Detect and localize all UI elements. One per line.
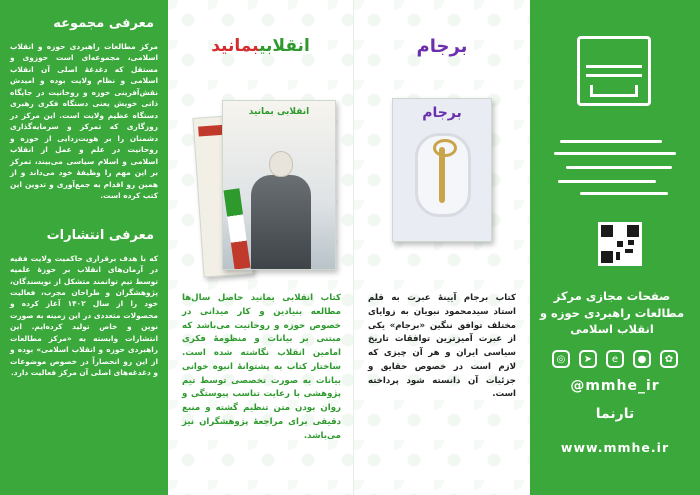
website-link[interactable]: www.mmhe.ir (560, 440, 670, 455)
qr-code[interactable] (598, 222, 642, 266)
social-handle[interactable]: @mmhe_ir (570, 378, 660, 394)
book-barjam-cover-title: برجام (422, 105, 462, 121)
website-label: تارنما (595, 406, 635, 422)
hawzeh-logo (577, 36, 651, 106)
book-barjam-description: کتاب برجام آیینهٔ عبرت به قلم استاد سیدمحمود نبویان به زوایای مختلف توافق ننگین «برجام» یکی از عبرت آمیزترین توافقات تاریخ سیاسی ایران و هر آن چیزی که لازم است در خصوص حقایق و جزئیات آن دانسته شود پرداخته است. (368, 293, 516, 400)
book-barjam-title: برجام (416, 36, 468, 57)
about-panel (0, 0, 168, 495)
book-barjam-panel (354, 0, 530, 495)
instagram-icon[interactable]: ◎ (552, 350, 570, 368)
flag-icon (224, 188, 251, 269)
bale-icon[interactable]: ● (633, 350, 651, 368)
book-enqelabi-description: کتاب انقلابی بمانید حاصل سال‌ها مطالعه بنیادین و کار میدانی در خصوص حوزه و روحانیت می‌باشد که مبتنی بر بیانات و منظومهٔ فکری امامین انقلاب نگاشته شده است. ساختار کتاب به پشتوانهٔ انبوه خوانی بیانات به صورت تخصصی توسط تیم پژوهشی با رعایت تناسب پیوستگی و روان بودن متن تنظیم گشته و منبع دقیقی برای مراجعهٔ پژوهشگران نیز می‌باشد. (182, 293, 341, 441)
virtual-pages-title: صفحات مجازی مرکز مطالعات راهبردی حوزه و انقلاب اسلامی (539, 289, 685, 337)
social-links (552, 350, 678, 368)
background-pattern (354, 0, 530, 495)
book-enqelabi-cover-image (222, 100, 336, 270)
telegram-icon[interactable]: ➤ (579, 350, 597, 368)
about-text: مرکز مطالعات راهبردی حوزه و انقلاب اسلامی، مجموعه‌ای است حوزوی و مستقل که دغدغهٔ اصلی آن انقلاب اسلامی و نظام ولایت بوده و امیدش نقش‌آفرینی حوزه و روحانیت در جایگاه ذاتی خویش یعنی دستگاه فکری رهبری دستگاه عظیم ولایت است. این مرکز در روزگاری که تمرکز و سرمایه‌گذاری دشمنان را بر هویت‌زدایی از حوزه و روحانیت در علم و عمل از انقلاب اسلامی و اسلام سیاسی می‌بیند، تمرکز بر این مهم را وظیفهٔ خود می‌داند و از همین رو اقدام به جمع‌آوری و تدوین این کتب کرده است. (10, 42, 158, 201)
publications-text: که با هدف برقراری حاکمیت ولایت فقیه در آرمان‌های انقلاب بر حوزهٔ علمیه توسط تیم توانمند متشکل از نویسندگان، پژوهشگران و طراحان مجرب، فعالیت خود را از سال ۱۴۰۲ آغاز کرده و محصولات متعددی در این زمینه به صورت نوین و خاص تولید کرده‌ایم. این انتشارات وابسته به «مرکز مطالعات راهبردی حوزه و انقلاب اسلامی» بوده و از این رو انحصاراً در خصوص موضوعات و دغدغه‌های اصلی آن مرکز فعالیت دارد. (10, 253, 159, 378)
key-icon (439, 147, 445, 203)
book-barjam-cover-image (392, 98, 492, 242)
book-enqelabi-cover-title: انقلابی بمانید (248, 107, 310, 117)
aparat-icon[interactable]: ✿ (660, 350, 678, 368)
book-enqelabi-title-part2: بمانید (211, 36, 260, 56)
book-enqelabi-title-part1: انقلابی (259, 36, 310, 56)
eitaa-icon[interactable]: e (606, 350, 624, 368)
publications-title: معرفی انتشارات (46, 227, 154, 243)
book-enqelabi-title (168, 36, 353, 56)
about-title: معرفی مجموعه (53, 16, 154, 31)
cleric-figure-icon (249, 151, 313, 269)
contact-panel (530, 0, 700, 495)
center-calligraphy-logo (550, 132, 682, 202)
